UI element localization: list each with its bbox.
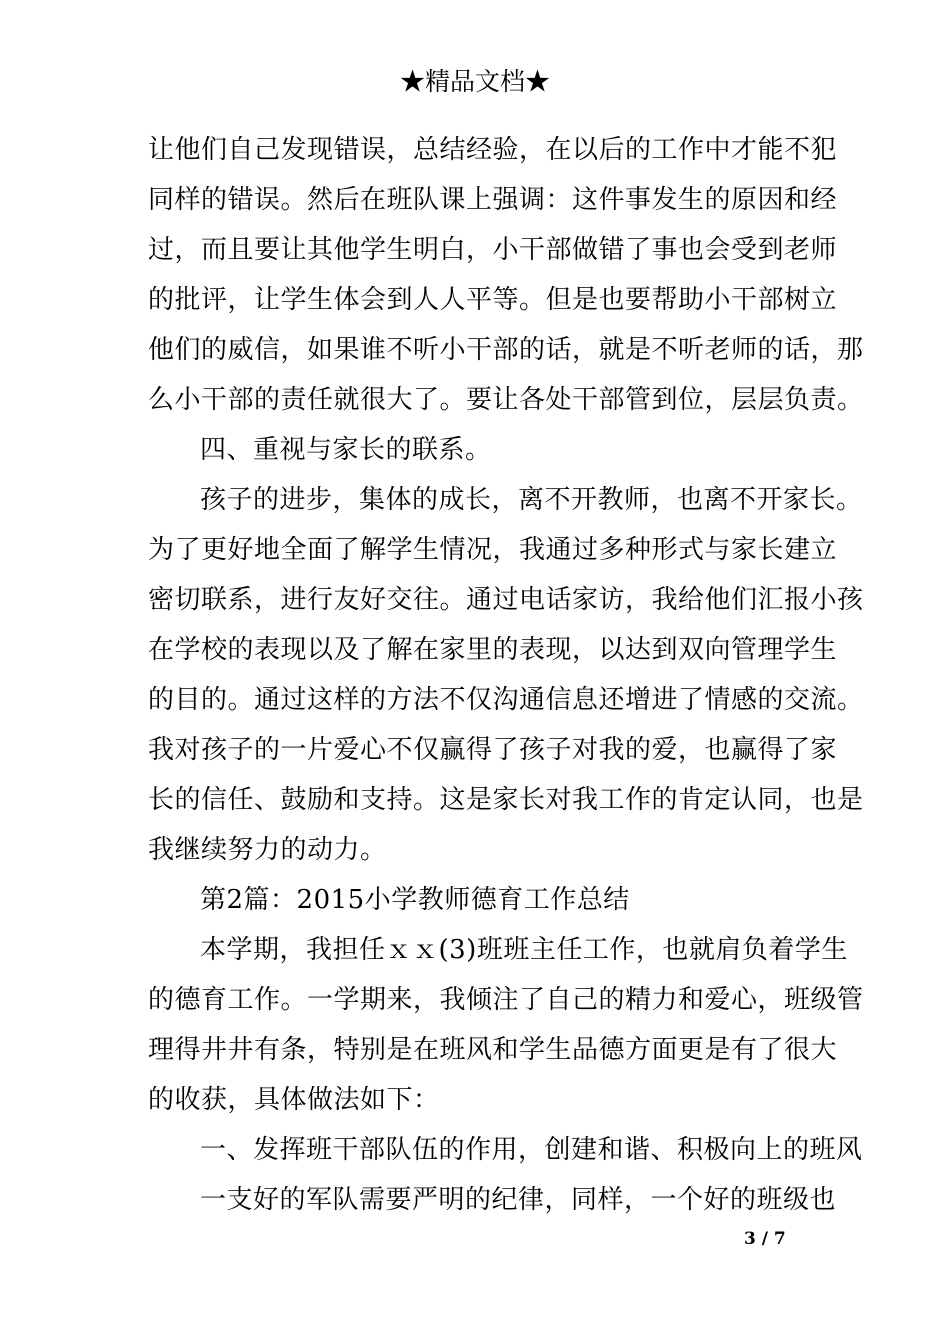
text-line: 长的信任、鼓励和支持。这是家长对我工作的肯定认同，也是 (148, 785, 864, 815)
section-heading: 一、发挥班干部队伍的作用，创建和谐、积极向上的班风 (200, 1135, 863, 1165)
text-line: 么小干部的责任就很大了。要让各处干部管到位，层层负责。 (148, 385, 864, 415)
text-line: 的批评，让学生体会到人人平等。但是也要帮助小干部树立 (148, 285, 838, 315)
text-line: 密切联系，进行友好交往。通过电话家访，我给他们汇报小孩 (148, 585, 864, 615)
text-line: 让他们自己发现错误，总结经验，在以后的工作中才能不犯 (148, 135, 838, 165)
text-line: 理得井井有条，特别是在班风和学生品德方面更是有了很大 (148, 1035, 838, 1065)
paragraph-start: 本学期，我担任ｘｘ(3)班班主任工作，也就肩负着学生 (200, 935, 848, 965)
page-header-title: ★精品文档★ (399, 67, 550, 96)
text-line: 同样的错误。然后在班队课上强调：这件事发生的原因和经 (148, 185, 838, 215)
section-heading: 四、重视与家长的联系。 (200, 435, 492, 465)
text-line: 的收获，具体做法如下： (148, 1085, 440, 1115)
paragraph-start: 一支好的军队需要严明的纪律，同样，一个好的班级也 (200, 1185, 837, 1215)
text-line: 的德育工作。一学期来，我倾注了自己的精力和爱心，班级管 (148, 985, 864, 1015)
text-line: 他们的威信，如果谁不听小干部的话，就是不听老师的话，那 (148, 335, 864, 365)
document-body (148, 125, 864, 1225)
text-line: 我继续努力的动力。 (148, 835, 387, 865)
page-number: 3 / 7 (744, 1229, 786, 1249)
text-line: 我对孩子的一片爱心不仅赢得了孩子对我的爱，也赢得了家 (148, 735, 838, 765)
text-line: 为了更好地全面了解学生情况，我通过多种形式与家长建立 (148, 535, 838, 565)
article-title: 第2篇：2015小学教师德育工作总结 (200, 885, 630, 915)
text-line: 过，而且要让其他学生明白，小干部做错了事也会受到老师 (148, 235, 838, 265)
text-line: 的目的。通过这样的方法不仅沟通信息还增进了情感的交流。 (148, 685, 864, 715)
text-line: 在学校的表现以及了解在家里的表现，以达到双向管理学生 (148, 635, 838, 665)
paragraph-start: 孩子的进步，集体的成长，离不开教师，也离不开家长。 (200, 485, 863, 515)
